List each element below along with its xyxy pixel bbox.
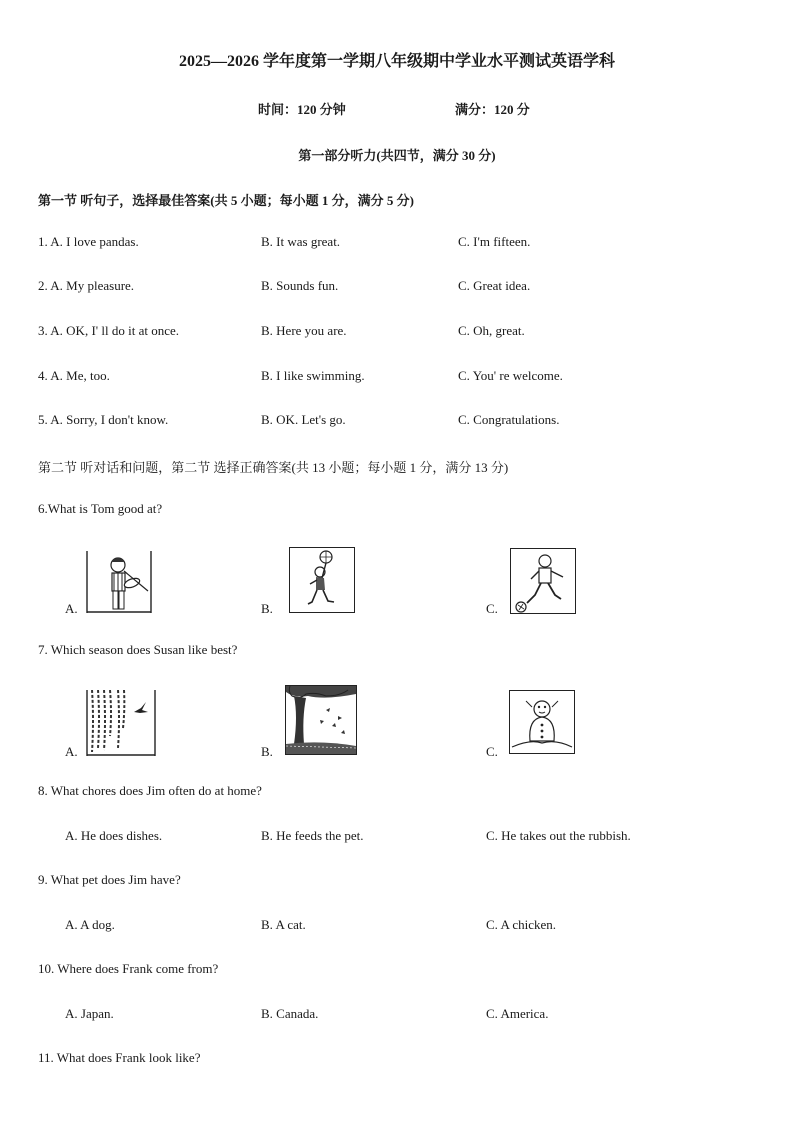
q7-label-b: B. (261, 744, 273, 759)
q10-option-c: C. America. (486, 1006, 549, 1021)
q3-option-c: C. Oh, great. (458, 323, 525, 338)
q9-option-b: B. A cat. (261, 917, 306, 932)
q6-label-a: A. (65, 601, 78, 616)
basketball-player-icon (289, 547, 355, 613)
q11-text: 11. What does Frank look like? (38, 1050, 201, 1065)
q3-option-b: B. Here you are. (261, 323, 347, 338)
q9-option-a: A. A dog. (65, 917, 115, 932)
q3-option-a: 3. A. OK, I' ll do it at once. (38, 323, 179, 338)
q10-option-a: A. Japan. (65, 1006, 114, 1021)
q7-label-c: C. (486, 744, 498, 759)
exam-time: 时间：120 分钟 (258, 102, 346, 117)
q2-option-c: C. Great idea. (458, 278, 531, 293)
football-player-icon (510, 548, 576, 614)
q4-option-b: B. I like swimming. (261, 368, 365, 383)
winter-snowman-icon (509, 690, 575, 754)
q4-option-c: C. You' re welcome. (458, 368, 563, 383)
q4-option-a: 4. A. Me, too. (38, 368, 110, 383)
q9-text: 9. What pet does Jim have? (38, 872, 181, 887)
q8-option-a: A. He does dishes. (65, 828, 163, 843)
q1-option-a: 1. A. I love pandas. (38, 234, 139, 249)
q6-text: 6.What is Tom good at? (38, 501, 163, 516)
q5-option-b: B. OK. Let's go. (261, 412, 346, 427)
q8-option-c: C. He takes out the rubbish. (486, 828, 631, 843)
q2-option-a: 2. A. My pleasure. (38, 278, 135, 293)
q7-label-a: A. (65, 744, 78, 759)
violin-player-icon (86, 551, 152, 613)
section1-title: 第一节 听句子，选择最佳答案(共 5 小题；每小题 1 分，满分 5 分) (38, 193, 414, 208)
q6-label-b: B. (261, 601, 273, 616)
q1-option-b: B. It was great. (261, 234, 341, 249)
q6-label-c: C. (486, 601, 498, 616)
q8-option-b: B. He feeds the pet. (261, 828, 364, 843)
q10-option-b: B. Canada. (261, 1006, 319, 1021)
q9-option-c: C. A chicken. (486, 917, 557, 932)
q7-text: 7. Which season does Susan like best? (38, 642, 238, 657)
spring-willow-swallow-icon (86, 690, 156, 756)
part-title: 第一部分听力(共四节，满分 30 分) (298, 148, 496, 163)
exam-title: 2025—2026 学年度第一学期八年级期中学业水平测试英语学科 (178, 53, 615, 70)
q10-text: 10. Where does Frank come from? (38, 961, 219, 976)
q1-option-c: C. I'm fifteen. (458, 234, 531, 249)
q8-text: 8. What chores does Jim often do at home? (38, 783, 262, 798)
q5-option-a: 5. A. Sorry, I don't know. (38, 412, 169, 427)
q2-option-b: B. Sounds fun. (261, 278, 339, 293)
autumn-tree-leaves-icon (285, 685, 357, 755)
q5-option-c: C. Congratulations. (458, 412, 560, 427)
exam-score: 满分：120 分 (455, 102, 530, 117)
section2-title: 第二节 听对话和问题，第二节 选择正确答案(共 13 小题；每小题 1 分，满分 13 分) (38, 460, 509, 475)
